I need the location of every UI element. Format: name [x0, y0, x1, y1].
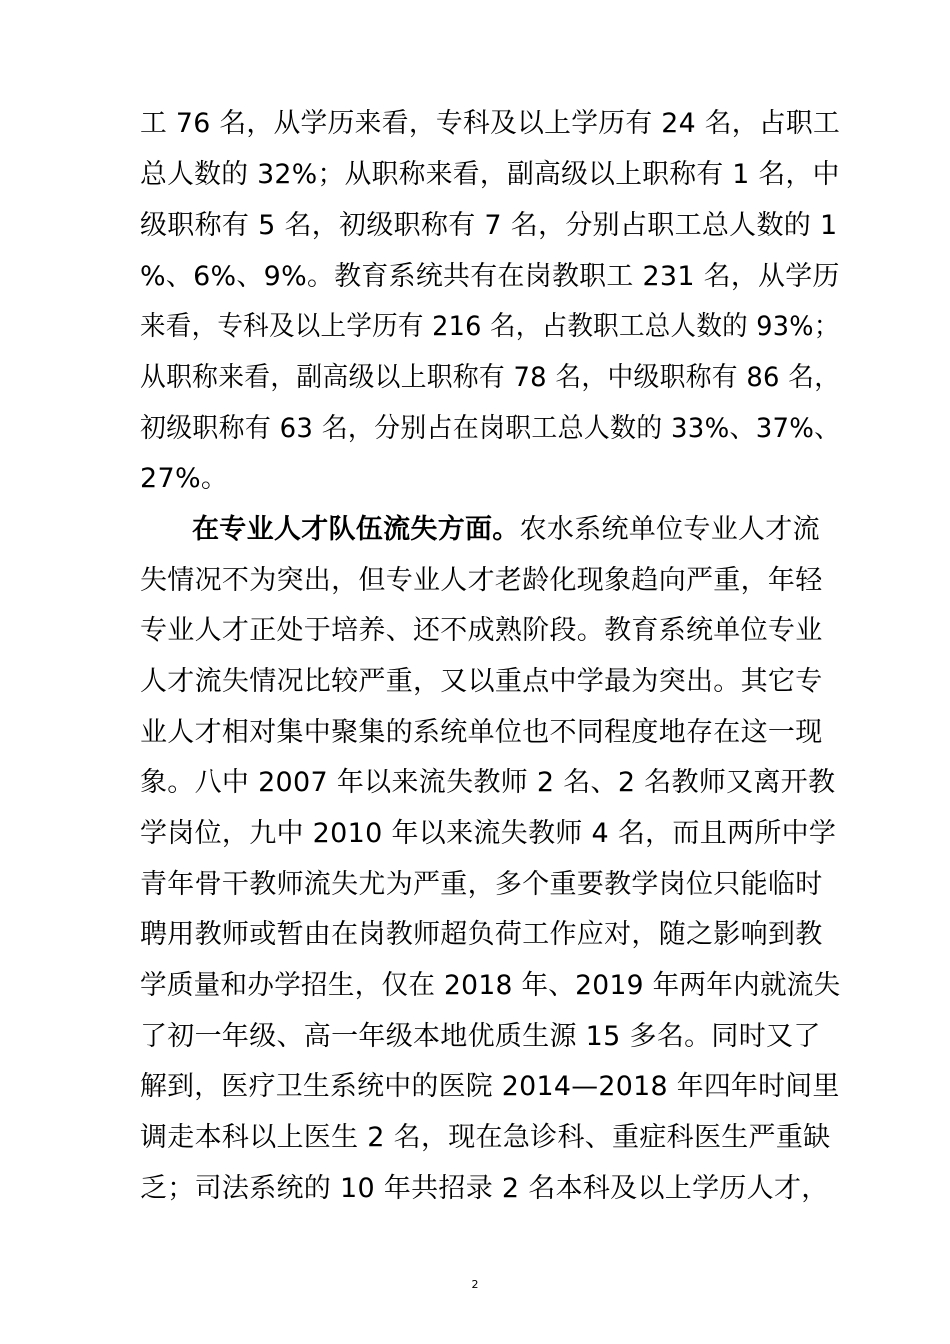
body-text-line: 总人数的 32%；从职称来看，副高级以上职称有 1 名，中	[140, 159, 840, 190]
body-text-line: 从职称来看，副高级以上职称有 78 名，中级职称有 86 名，	[140, 362, 841, 393]
section-heading: 在专业人才队伍流失方面。	[192, 514, 520, 545]
body-text-line: 学质量和办学招生，仅在 2018 年、2019 年两年内就流失	[140, 970, 841, 1001]
body-text-line: 了初一年级、高一年级本地优质生源 15 多名。同时又了	[140, 1021, 821, 1052]
body-text-line: 专业人才正处于培养、还不成熟阶段。教育系统单位专业	[140, 615, 823, 646]
paragraph-first-line	[192, 510, 820, 550]
body-text-line: 初级职称有 63 名，分别占在岗职工总人数的 33%、37%、	[140, 413, 841, 444]
body-text-line: 聘用教师或暂由在岗教师超负荷工作应对，随之影响到教	[140, 919, 823, 950]
body-text-line: %、6%、9%。教育系统共有在岗教职工 231 名，从学历	[140, 261, 840, 292]
body-text-line: 来看，专科及以上学历有 216 名，占教职工总人数的 93%；	[140, 311, 840, 342]
body-text-line: 工 76 名，从学历来看，专科及以上学历有 24 名，占职工	[140, 108, 841, 139]
body-text-line: 乏；司法系统的 10 年共招录 2 名本科及以上学历人才，	[140, 1173, 829, 1204]
body-text-line: 象。八中 2007 年以来流失教师 2 名、2 名教师又离开教	[140, 767, 836, 798]
body-text-line: 级职称有 5 名，初级职称有 7 名，分别占职工总人数的 1	[140, 210, 838, 241]
page-number: 2	[471, 1278, 479, 1291]
body-text-line: 人才流失情况比较严重，又以重点中学最为突出。其它专	[140, 666, 823, 697]
body-text-line: 青年骨干教师流失尤为严重，多个重要教学岗位只能临时	[140, 869, 823, 900]
body-text-line: 27%。	[140, 463, 229, 494]
body-text-line: 调走本科以上医生 2 名，现在急诊科、重症科医生严重缺	[140, 1122, 831, 1153]
body-text-line: 失情况不为突出，但专业人才老龄化现象趋向严重，年轻	[140, 565, 823, 596]
body-text-line: 学岗位，九中 2010 年以来流失教师 4 名，而且两所中学	[140, 818, 837, 849]
body-text-line: 业人才相对集中聚集的系统单位也不同程度地存在这一现	[140, 717, 823, 748]
body-text-line: 解到，医疗卫生系统中的医院 2014—2018 年四年时间里	[140, 1071, 840, 1102]
body-text-span: 农水系统单位专业人才流	[519, 514, 820, 545]
